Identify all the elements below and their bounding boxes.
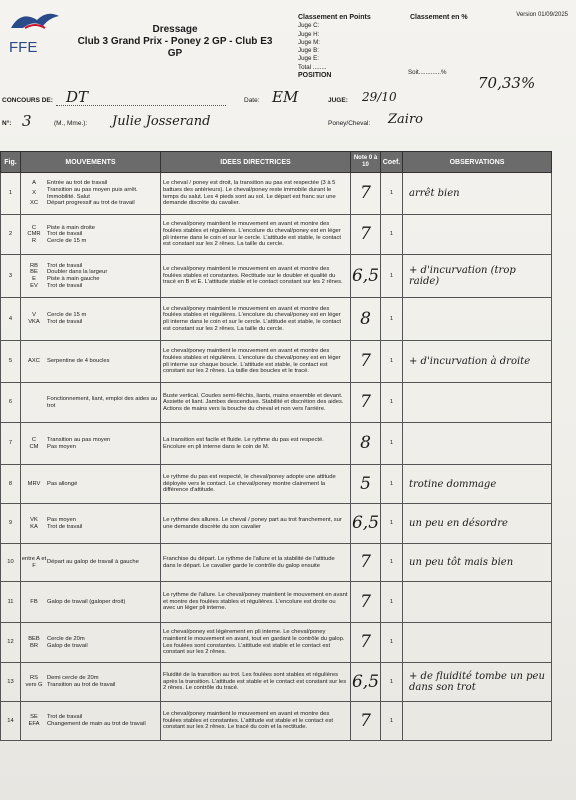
idea-cell: Le rythme du pas est respecté, le cheval/poney adopte une attitude déployée vers le contact. Le cheval/poney montre clairement la différence d'attitude. (161, 465, 351, 504)
table-row (1, 702, 552, 741)
idea-cell: Le cheval/poney est légèrement en pli interne. Le cheval/poney maintient le mouvement en avant, tout en gardant le contrôle du galop. Les foulées sont constantes. L'attitude est stable et le contact est constant sur les 2 rênes. (161, 623, 351, 663)
movement-line (21, 599, 160, 606)
rider-label: (M., Mme.): (54, 120, 88, 127)
table-row (1, 215, 552, 255)
movement-line (21, 675, 160, 682)
soit-label: Soit.............% (408, 69, 447, 76)
movement-line (21, 437, 160, 444)
coef-cell: 1 (381, 504, 403, 544)
date-value: EM (272, 88, 299, 106)
note-cell: 7 (351, 702, 381, 741)
coef-cell: 1 (381, 623, 403, 663)
movement-code: CMR (27, 231, 41, 238)
movement-code: AXC (28, 358, 40, 365)
movements-cell (21, 383, 161, 423)
header-fig: Fig. (1, 152, 21, 173)
table-row (1, 298, 552, 341)
judge-e: Juge E: (298, 55, 319, 63)
movements-cell (21, 702, 161, 741)
movement-code: X (32, 190, 36, 197)
observation-cell (403, 582, 552, 623)
movements-cell (21, 341, 161, 383)
date-label: Date: (244, 97, 260, 104)
observation-cell (403, 623, 552, 663)
observation-cell: arrêt bien (403, 173, 552, 215)
header-note: Note 0 à 10 (351, 152, 381, 173)
fig-number: 13 (1, 663, 21, 702)
movement-line (21, 319, 160, 326)
movement-line (21, 714, 160, 721)
table-row (1, 341, 552, 383)
observation-cell: + de fluidité tombe un peu dans son trot (403, 663, 552, 702)
movement-text: Demi cercle de 20m (47, 675, 99, 682)
movement-line (21, 200, 160, 207)
observation-cell (403, 215, 552, 255)
movement-text: Départ au galop de travail à gauche (47, 559, 139, 566)
movement-code: MRV (27, 480, 41, 487)
movement-code: SE (30, 714, 38, 721)
note-cell: 7 (351, 215, 381, 255)
note-cell: 6,5 (351, 504, 381, 544)
idea-cell: Le cheval/poney maintient le mouvement en avant et montre des foulées stables et régulières. L'encolure du cheval/poney est en léger pli interne dans le coin et sur le cercle. L'attitude est stable, le contact est constant sur les 2 rênes. La taille du cercle. (161, 215, 351, 255)
coef-cell: 1 (381, 663, 403, 702)
idea-cell: Le cheval/poney maintient le mouvement en avant et montre des foulées stables et constantes. L'attitude est stable et le contact est constant sur les 2 rênes. Le tracé du coin et la rectitude. (161, 702, 351, 741)
movement-line (21, 524, 160, 531)
header-coef: Coef. (381, 152, 403, 173)
percent-label: Classement en % (410, 14, 468, 21)
movement-code: entre A et F (21, 555, 47, 569)
header-observations: OBSERVATIONS (403, 152, 552, 173)
fig-number: 10 (1, 544, 21, 582)
coef-cell: 1 (381, 582, 403, 623)
title-line-1: Dressage (152, 24, 198, 35)
movements-cell (21, 623, 161, 663)
version-label: Version 01/09/2025 (516, 12, 568, 18)
table-row (1, 544, 552, 582)
table-row (1, 623, 552, 663)
movement-code: VK (30, 516, 38, 523)
movement-line (21, 444, 160, 451)
movement-line (21, 556, 160, 569)
movement-code: vers G (25, 682, 43, 688)
movement-code: BR (29, 642, 39, 649)
idea-cell: Le cheval / poney est droit, la transition au pas est respectée (3 à 5 battues des antérieurs). Le cheval/poney reste immobile durant le temps du salut. Les 4 pieds sont au sol. Le départ est franc sur une demande discrète du cavalier. (161, 173, 351, 215)
movement-text: Transition au pas moyen puis arrêt. Immobilité. Salut (47, 186, 138, 200)
final-percentage: 70,33% (478, 74, 536, 92)
observation-cell (403, 423, 552, 465)
coef-cell: 1 (381, 544, 403, 582)
note-cell: 7 (351, 544, 381, 582)
judge-h: Juge H: (298, 30, 320, 38)
table-row (1, 173, 552, 215)
movement-code: VKA (28, 319, 40, 325)
points-label: Classement en Points (298, 14, 371, 21)
movements-cell (21, 298, 161, 341)
note-cell: 8 (351, 423, 381, 465)
movement-text: Piste à main droite (47, 224, 96, 231)
coef-cell: 1 (381, 383, 403, 423)
movement-text: Trot de travail (47, 282, 83, 289)
movement-text: Trot de travail (47, 523, 83, 530)
movement-line (21, 238, 160, 245)
movement-text: Pas moyen (47, 443, 76, 450)
movement-code: E (32, 276, 36, 282)
observation-cell: + d'incurvation (trop raide) (403, 255, 552, 298)
movements-cell (21, 663, 161, 702)
observation-cell: trotine dommage (403, 465, 552, 504)
note-cell: 7 (351, 341, 381, 383)
coef-cell: 1 (381, 465, 403, 504)
note-cell: 7 (351, 582, 381, 623)
coef-cell: 1 (381, 173, 403, 215)
fig-number: 12 (1, 623, 21, 663)
idea-cell: La transition est facile et fluide. Le rythme du pas est respecté. Encolure en pli interne dans le coin de M. (161, 423, 351, 465)
movement-code: EFA (28, 721, 40, 727)
movement-text: Pas moyen (47, 516, 76, 523)
idea-cell: Franchise du départ. Le rythme de l'allure et la stabilité de l'attitude dans le départ. Le cavalier garde le contrôle du galop ensuite (161, 544, 351, 582)
movement-line (21, 187, 160, 200)
movement-line (21, 276, 160, 283)
observation-cell (403, 702, 552, 741)
coef-cell: 1 (381, 298, 403, 341)
coef-cell: 1 (381, 341, 403, 383)
fig-number: 7 (1, 423, 21, 465)
movement-text: Doubler dans la largeur (47, 269, 108, 276)
horse-value: Zairo (388, 112, 423, 127)
idea-cell: Fluidité de la transition au trot. Les foulées sont stables et régulières après la transition. L'attitude est stable et le contact est constant sur les 2 rênes. Le contrôle du tracé. (161, 663, 351, 702)
movement-code: FB (30, 598, 38, 605)
number-label: N°: (2, 120, 12, 127)
movement-code: C (31, 436, 37, 443)
movement-text: Transition au trot de travail (47, 682, 116, 688)
movement-line (21, 269, 160, 276)
observation-cell (403, 298, 552, 341)
header-movements: MOUVEMENTS (21, 152, 161, 173)
observation-cell: + d'incurvation à droite (403, 341, 552, 383)
observation-cell: un peu en désordre (403, 504, 552, 544)
movement-line (21, 636, 160, 643)
idea-cell: Le cheval/poney maintient le mouvement en avant et montre des foulées stables et régulières. L'encolure du cheval/poney est en léger pli interne sur chaque boucle. L'attitude est stable, le contact est constant sur les 2 rênes. La taille des boucles et le tracé. (161, 341, 351, 383)
note-cell: 8 (351, 298, 381, 341)
judge-b: Juge B: (298, 47, 319, 55)
idea-cell: Buste vertical. Coudes semi-fléchis, liants, mains ensemble et devant. Assiette et liant. Jambes descendues. Stabilité et discrétion des aides. Actions de mains vers la bouche du cheval et non vers l'arrière. (161, 383, 351, 423)
movement-code: CM (29, 443, 39, 450)
movement-code: RB (29, 262, 39, 269)
movement-text: Trot de travail (47, 319, 83, 325)
table-row (1, 504, 552, 544)
movement-text: Entrée au trot de travail (47, 180, 108, 187)
note-cell: 6,5 (351, 663, 381, 702)
movements-cell (21, 465, 161, 504)
movement-line (21, 358, 160, 365)
movement-text: Départ progressif au trot de travail (47, 200, 135, 207)
movement-code: BEB (28, 635, 40, 642)
movement-line (21, 312, 160, 319)
movement-code: R (31, 237, 37, 244)
fig-number: 2 (1, 215, 21, 255)
fig-number: 5 (1, 341, 21, 383)
observation-cell (403, 383, 552, 423)
total-label: Total ........ (298, 63, 327, 71)
note-cell: 7 (351, 173, 381, 215)
fig-number: 6 (1, 383, 21, 423)
movement-code: XC (29, 200, 39, 207)
movement-text: Cercle de 15 m (47, 312, 87, 319)
movement-text: Piste à main gauche (47, 276, 100, 282)
title-line-2: Club 3 Grand Prix - Poney 2 GP - Club E3 GP (77, 36, 273, 59)
table-row (1, 582, 552, 623)
movement-line (21, 481, 160, 488)
logo-text: FFE (9, 39, 38, 56)
fig-number: 14 (1, 702, 21, 741)
movement-line (21, 682, 160, 689)
idea-cell: Le rythme des allures. Le cheval / poney part au trot franchement, sur une demande discrète du son cavalier (161, 504, 351, 544)
movement-line (21, 517, 160, 524)
note-cell: 7 (351, 383, 381, 423)
header-ideas: IDEES DIRECTRICES (161, 152, 351, 173)
fig-number: 9 (1, 504, 21, 544)
movement-text: Trot de travail (47, 714, 83, 721)
coef-cell: 1 (381, 423, 403, 465)
movement-code: KA (30, 523, 38, 530)
movements-cell (21, 255, 161, 298)
movement-text: Cercle de 20m (47, 635, 85, 642)
judge-c: Juge C: (298, 22, 320, 30)
movement-code: EV (30, 282, 38, 289)
horse-label: Poney/Cheval: (328, 120, 371, 127)
fig-number: 8 (1, 465, 21, 504)
movement-line (21, 643, 160, 650)
movement-line (21, 283, 160, 290)
sheet-title (70, 24, 280, 60)
movement-text: Serpentine de 4 boucles (47, 358, 110, 365)
movements-cell (21, 423, 161, 465)
table-row (1, 255, 552, 298)
movement-line (21, 180, 160, 187)
idea-cell: Le rythme de l'allure. Le cheval/poney maintient le mouvement en avant et montre des foulées stables et régulières. L'encolure est droite ou avec un léger pli interne. (161, 582, 351, 623)
movement-text: Galop de travail (47, 642, 88, 649)
movement-code: RS (29, 675, 39, 682)
movement-line (21, 263, 160, 270)
idea-cell: Le cheval/poney maintient le mouvement en avant et montre des foulées stables et régulières. L'encolure du cheval/poney est en léger pli interne dans le coin et sur le cercle. L'attitude est stable, le contact est constant sur les 2 rênes. La taille du cercle. (161, 298, 351, 341)
movements-table (0, 151, 552, 741)
note-cell: 5 (351, 465, 381, 504)
movements-cell (21, 504, 161, 544)
movement-line (21, 231, 160, 238)
note-cell: 6,5 (351, 255, 381, 298)
coef-cell: 1 (381, 215, 403, 255)
movement-text: Trot de travail (47, 262, 83, 269)
movement-line (21, 721, 160, 728)
table-row (1, 423, 552, 465)
movement-text: Trot de travail (47, 231, 83, 238)
score-box (298, 14, 371, 80)
coef-cell: 1 (381, 702, 403, 741)
fig-number: 11 (1, 582, 21, 623)
observation-cell: un peu tôt mais bien (403, 544, 552, 582)
table-body (1, 173, 552, 741)
table-row (1, 465, 552, 504)
note-cell: 7 (351, 623, 381, 663)
fig-number: 3 (1, 255, 21, 298)
movements-cell (21, 215, 161, 255)
idea-cell: Le cheval/poney maintient le mouvement en avant et montre des foulées stables et constantes. Rectitude sur le doubler et qualité du tracé en B et E. L'attitude stable et le contact constant sur les 2 rênes. (161, 255, 351, 298)
movement-text: Cercle de 15 m (47, 237, 87, 244)
movement-code: BE (30, 269, 38, 276)
position-label: POSITION (298, 72, 332, 80)
movements-cell (21, 173, 161, 215)
movement-code: C (31, 224, 37, 231)
concours-label: CONCOURS DE: (2, 97, 53, 104)
coef-cell: 1 (381, 255, 403, 298)
movement-text: Galop de travail (galoper droit) (47, 598, 126, 605)
movement-code: A (32, 180, 36, 187)
movements-cell (21, 544, 161, 582)
movement-text: Pas allongé (47, 480, 78, 487)
table-header-row (1, 152, 552, 173)
rider-value: Julie Josserand (112, 114, 211, 129)
movement-text: Fonctionnement, liant, emploi des aides au trot (47, 395, 158, 409)
ffe-logo (3, 6, 65, 56)
movement-text: Transition au pas moyen (47, 436, 111, 443)
movements-cell (21, 582, 161, 623)
table-row (1, 663, 552, 702)
juge-value: 29/10 (362, 90, 397, 104)
judge-m: Juge M: (298, 38, 321, 46)
table-row (1, 383, 552, 423)
fig-number: 4 (1, 298, 21, 341)
concours-value: DT (66, 88, 89, 106)
movement-line (21, 396, 160, 409)
number-value: 3 (22, 112, 32, 130)
movement-text: Changement de main au trot de travail (47, 721, 146, 727)
movement-code: V (32, 312, 36, 319)
movement-line (21, 225, 160, 232)
fig-number: 1 (1, 173, 21, 215)
juge-label: JUGE: (328, 97, 348, 104)
